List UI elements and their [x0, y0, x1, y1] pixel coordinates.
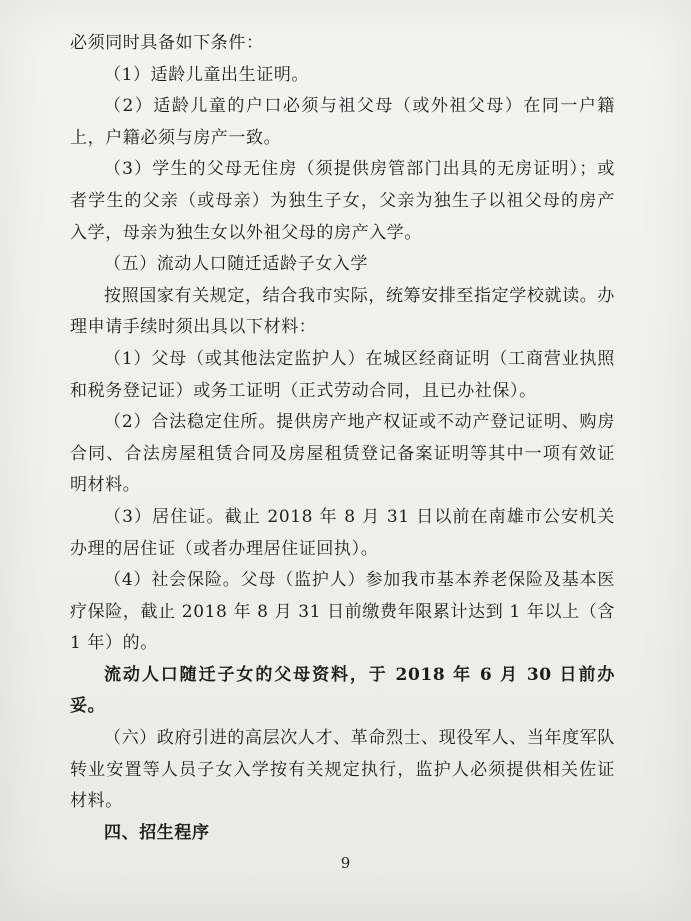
section-heading-migrant-children: （五）流动人口随迁适龄子女入学 [104, 254, 368, 275]
document-body [70, 28, 615, 849]
paragraph-residence-permit: （3）居住证。截止 2018 年 8 月 31 日以前在南雄市公安机关办理的居住证（或者办理居住证回执）。 [70, 506, 615, 559]
paragraph-no-housing: （3）学生的父母无住房（须提供房管部门出具的无房证明）；或者学生的父亲（或母亲）为独生子女，父亲为独生子以祖父母的房产入学，母亲为独生女以外祖父母的房产入学。 [70, 159, 615, 243]
paragraph-application-materials: 按照国家有关规定，结合我市实际，统筹安排至指定学校就读。办理申请手续时须出具以下材料： [70, 285, 615, 338]
paragraph-birth-certificate: （1）适龄儿童出生证明。 [104, 64, 310, 85]
paragraph-special-talent: （六）政府引进的高层次人才、革命烈士、现役军人、当年度军队转业安置等人员子女入学按有关规定执行，监护人必须提供相关佐证材料。 [70, 728, 615, 812]
paragraph-household-registration: （2）适龄儿童的户口必须与祖父母（或外祖父母）在同一户籍上，户籍必须与房产一致。 [70, 96, 615, 148]
page-number: 9 [340, 854, 351, 872]
paragraph-legal-residence: （2）合法稳定住所。提供房产地产权证或不动产登记证明、购房合同、合法房屋租赁合同及房屋租赁登记备案证明等其中一项有效证明材料。 [70, 412, 615, 496]
paragraph-conditions-intro: 必须同时具备如下条件： [70, 33, 264, 53]
section-heading-enrollment-procedure: 四、招生程序 [104, 822, 210, 843]
paragraph-business-or-work-proof: （1）父母（或其他法定监护人）在城区经商证明（工商营业执照和税务登记证）或务工证明（正式劳动合同，且已办社保）。 [70, 348, 615, 401]
paragraph-social-insurance: （4）社会保险。父母（监护人）参加我市基本养老保险及基本医疗保险，截止 2018 年 8 月 31 日前缴费年限累计达到 1 年以上（含 1 年）的。 [70, 570, 615, 654]
paragraph-deadline-notice: 流动人口随迁子女的父母资料，于 2018 年 6 月 30 日前办妥。 [70, 664, 615, 717]
